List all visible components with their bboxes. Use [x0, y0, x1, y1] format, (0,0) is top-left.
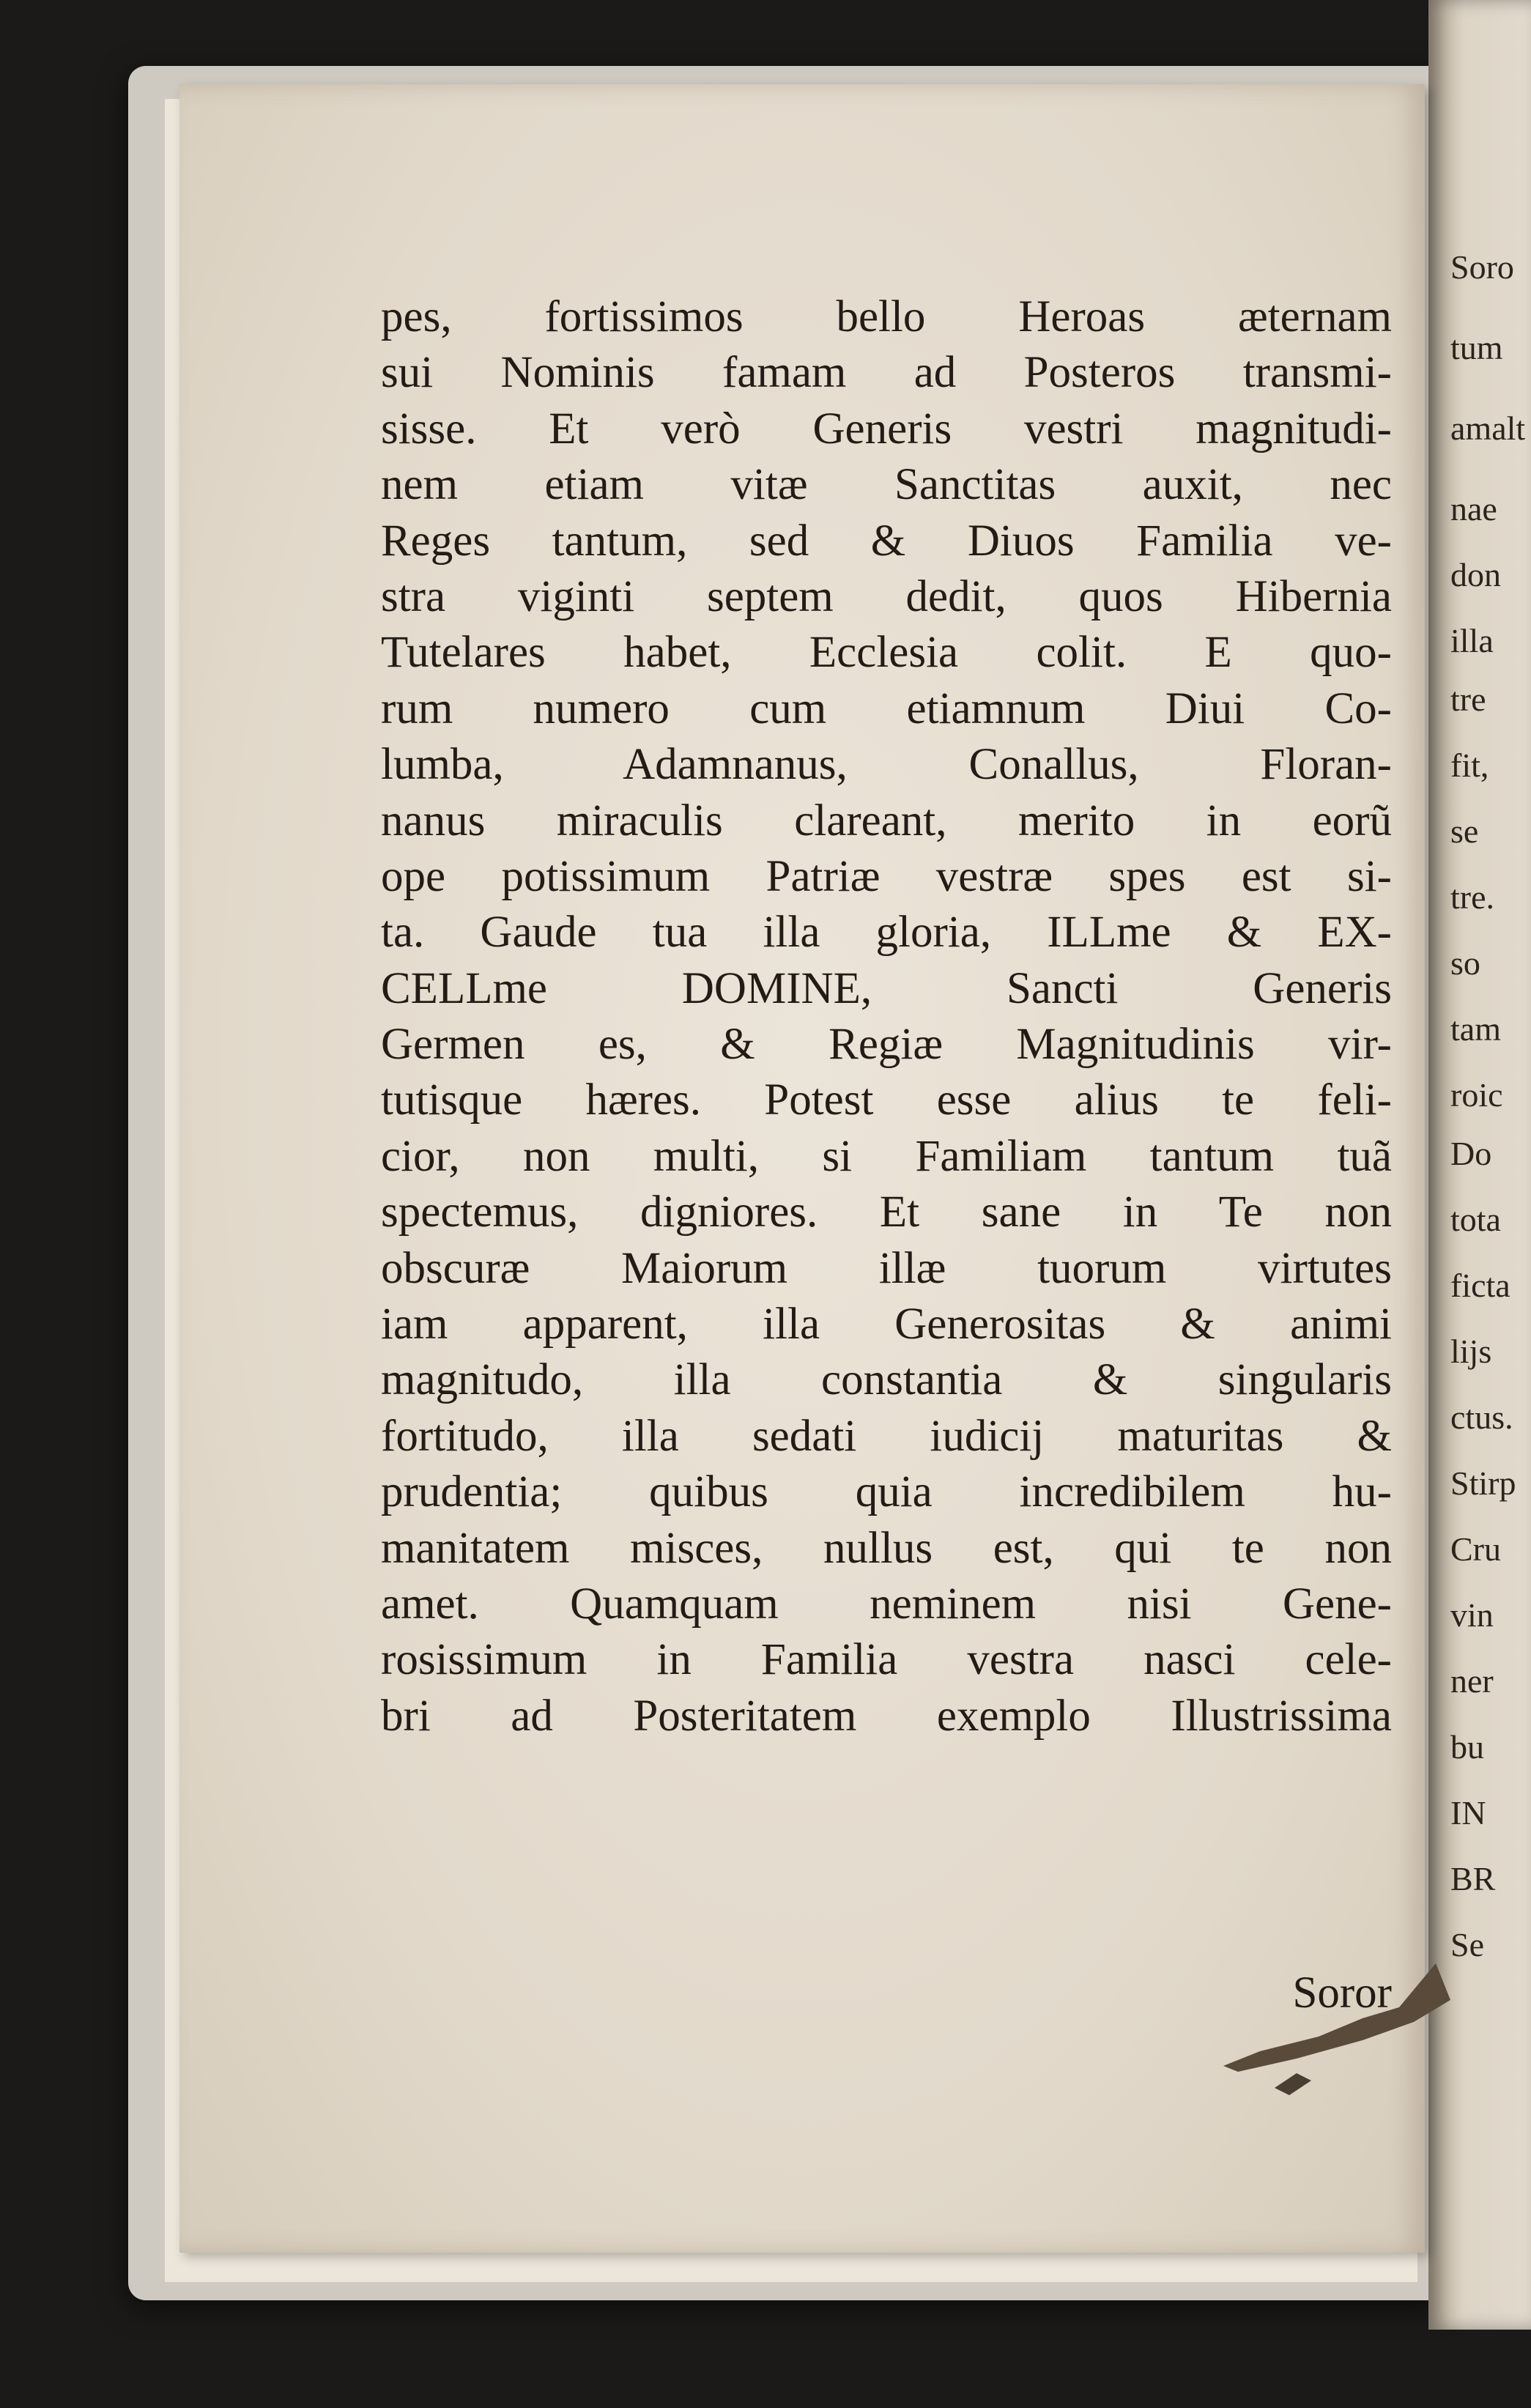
facing-page-fragment: tam: [1450, 1010, 1501, 1048]
facing-page-fragment: so: [1450, 944, 1480, 982]
facing-page-fragment: Stirp: [1450, 1464, 1516, 1502]
facing-page-fragment: ficta: [1450, 1267, 1510, 1304]
text-line: tutisque hæres. Potest esse alius te feli-: [381, 1075, 1392, 1125]
facing-page-fragment: amalt: [1450, 410, 1526, 447]
facing-page-fragment: lijs: [1450, 1333, 1492, 1370]
facing-page-fragment: don: [1450, 556, 1501, 593]
facing-page-fragment: ner: [1450, 1662, 1494, 1700]
text-line: nanus miraculis clareant, merito in eorũ: [381, 796, 1392, 845]
facing-page-fragment: BR: [1450, 1860, 1496, 1897]
page-text: [381, 289, 1392, 1744]
text-line: sisse. Et verò Generis vestri magnitudi-: [381, 404, 1392, 453]
facing-page-fragment: tum: [1450, 329, 1503, 366]
text-line: obscuræ Maiorum illæ tuorum virtutes: [381, 1243, 1392, 1293]
text-line: bri ad Posteritatem exemplo Illustrissima: [381, 1691, 1392, 1741]
text-line: rum numero cum etiamnum Diui Co-: [381, 683, 1392, 733]
text-line: amet. Quamquam neminem nisi Gene-: [381, 1579, 1392, 1629]
facing-page-fragment: ctus.: [1450, 1399, 1513, 1436]
text-line: ta. Gaude tua illa gloria, ILLme & EX-: [381, 908, 1392, 957]
facing-page-fragment: Cru: [1450, 1530, 1501, 1568]
facing-page-fragment: tota: [1450, 1201, 1501, 1238]
catchword: Soror: [1292, 1968, 1392, 2018]
facing-page-fragment: illa: [1450, 622, 1494, 659]
text-line: cior, non multi, si Familiam tantum tuã: [381, 1131, 1392, 1181]
text-line: nem etiam vitæ Sanctitas auxit, nec: [381, 460, 1392, 510]
text-line: Germen es, & Regiæ Magnitudinis vir-: [381, 1020, 1392, 1070]
text-line: CELLme DOMINE, Sancti Generis: [381, 963, 1392, 1013]
facing-page-fragment: Do: [1450, 1135, 1492, 1172]
facing-page-fragment: Soro: [1450, 248, 1514, 286]
facing-page-fragment: Se: [1450, 1926, 1484, 1963]
text-line: Tutelares habet, Ecclesia colit. E quo-: [381, 628, 1392, 678]
text-line: spectemus, digniores. Et sane in Te non: [381, 1188, 1392, 1237]
facing-page-fragment: nae: [1450, 490, 1497, 527]
facing-page-fragment: tre: [1450, 681, 1486, 718]
facing-page-fragment: roic: [1450, 1076, 1503, 1114]
page-tear: [1216, 1949, 1458, 2095]
text-line: magnitudo, illa constantia & singularis: [381, 1355, 1392, 1405]
text-line: pes, fortissimos bello Heroas æternam: [381, 292, 1392, 341]
text-line: stra viginti septem dedit, quos Hibernia: [381, 571, 1392, 621]
text-line: prudentia; quibus quia incredibilem hu-: [381, 1467, 1392, 1517]
text-line: iam apparent, illa Generositas & animi: [381, 1300, 1392, 1349]
facing-page-fragment: tre.: [1450, 878, 1495, 916]
facing-page-fragment: fit,: [1450, 747, 1489, 784]
facing-page-fragment: IN: [1450, 1794, 1486, 1831]
text-line: fortitudo, illa sedati iudicij maturitas &: [381, 1411, 1392, 1461]
facing-page-fragment: bu: [1450, 1728, 1484, 1766]
text-line: rosissimum in Familia vestra nasci cele-: [381, 1635, 1392, 1685]
text-line: sui Nominis famam ad Posteros transmi-: [381, 348, 1392, 398]
facing-page-fragment: vin: [1450, 1596, 1494, 1634]
text-line: Reges tantum, sed & Diuos Familia ve-: [381, 516, 1392, 566]
text-line: ope potissimum Patriæ vestræ spes est si-: [381, 851, 1392, 901]
text-line: manitatem misces, nullus est, qui te non: [381, 1523, 1392, 1573]
text-line: lumba, Adamnanus, Conallus, Floran-: [381, 740, 1392, 790]
facing-page-fragment: se: [1450, 812, 1479, 850]
